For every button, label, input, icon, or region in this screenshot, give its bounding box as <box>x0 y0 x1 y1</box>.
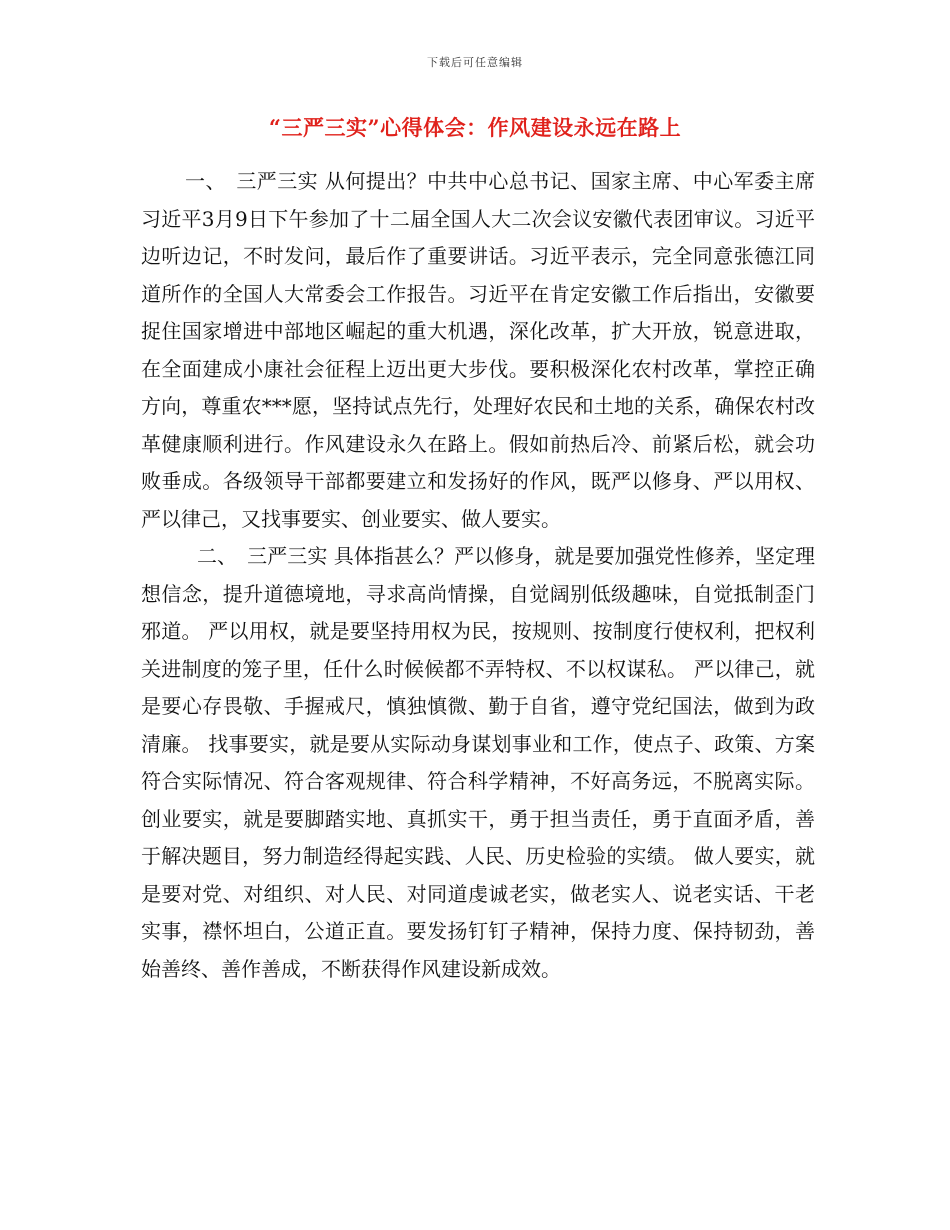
document-body <box>141 163 815 988</box>
document-title: “三严三实”心得体会：作风建设永远在路上 <box>268 115 682 140</box>
page-header-note: 下载后可任意编辑 <box>427 56 523 69</box>
paragraph-2: 二、 三严三实 具体指甚么？严以修身，就是要加强党性修养，坚定理想信念，提升道德境地，寻求高尚情操，自觉阔别低级趣味，自觉抵制歪门邪道。 严以用权，就是要坚持用权为民，按规则、按制度行使权利，把权利关进制度的笼子里，任什么时候候都不弄特权、不以权谋私。 严以律己，就是要心存畏敬、手握戒尺，慎独慎微、勤于自省，遵守党纪国法，做到为政清廉。 找事要实，就是要从实际动身谋划事业和工作，使点子、政策、方案符合实际情况、符合客观规律、符合科学精神，不好高务远，不脱离实际。 创业要实，就是要脚踏实地、真抓实干，勇于担当责任，勇于直面矛盾，善于解决题目，努力制造经得起实践、人民、历史检验的实绩。 做人要实，就是要对党、对组织、对人民、对同道虔诚老实，做老实人、说老实话、干老实事，襟怀坦白，公道正直。要发扬钉钉子精神，保持力度、保持韧劲，善始善终、善作善成，不断获得作风建设新成效。 <box>141 544 815 981</box>
paragraph-1: 一、 三严三实 从何提出？中共中心总书记、国家主席、中心军委主席习近平3月9日下午参加了十二届全国人大二次会议安徽代表团审议。习近平边听边记，不时发问，最后作了重要讲话。习近平表示，完全同意张德江同道所作的全国人大常委会工作报告。习近平在肯定安徽工作后指出，安徽要捉住国家增进中部地区崛起的重大机遇，深化改革，扩大开放，锐意进取，在全面建成小康社会征程上迈出更大步伐。要积极深化农村改革，掌控正确方向，尊重农***愿，坚持试点先行，处理好农民和土地的关系，确保农村改革健康顺利进行。作风建设永久在路上。假如前热后冷、前紧后松，就会功败垂成。各级领导干部都要建立和发扬好的作风，既严以修身、严以用权、严以律己，又找事要实、创业要实、做人要实。 <box>141 169 815 531</box>
